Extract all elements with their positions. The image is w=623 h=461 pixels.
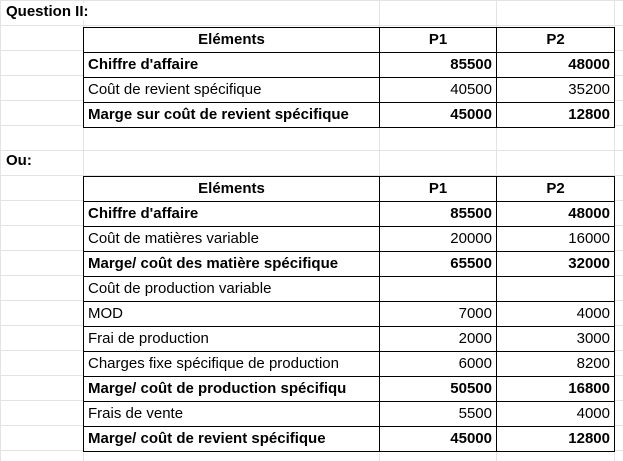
table-row [84,277,615,302]
row-label: Coût de matières variable [84,227,380,252]
cell-p2: 32000 [497,252,615,277]
question-title: Question II: [6,3,93,20]
row-label: Coût de production variable [84,277,380,302]
table-row [84,402,615,427]
cell-p2: 12800 [497,103,615,128]
table-row [84,53,615,78]
table-row [84,202,615,227]
cell-p2: 48000 [497,53,615,78]
column-header: Eléments [84,177,380,202]
row-label: Charges fixe spécifique de production [84,352,380,377]
table-row [84,352,615,377]
cell-p1: 45000 [380,103,497,128]
table-row [84,252,615,277]
row-label: Marge sur coût de revient spécifique [84,103,380,128]
header-row [84,28,615,53]
cell-p2: 35200 [497,78,615,103]
table-margin-summary [83,27,615,128]
table-row [84,327,615,352]
cell-p1: 65500 [380,252,497,277]
table-margin-detail [83,176,615,452]
cell-p2: 3000 [497,327,615,352]
row-label: Frai de production [84,327,380,352]
cell-p2: 4000 [497,402,615,427]
row-label: Marge/ coût de revient spécifique [84,427,380,452]
cell-p1: 85500 [380,53,497,78]
cell-p1: 85500 [380,202,497,227]
row-label: Frais de vente [84,402,380,427]
table-row [84,302,615,327]
column-header: Eléments [84,28,380,53]
cell-p1: 45000 [380,427,497,452]
cell-p1: 2000 [380,327,497,352]
cell-p2 [497,277,615,302]
table-row [84,427,615,452]
table-row [84,377,615,402]
column-header: P2 [497,28,615,53]
row-label: MOD [84,302,380,327]
table-row [84,227,615,252]
row-label: Coût de revient spécifique [84,78,380,103]
cell-p2: 48000 [497,202,615,227]
cell-p2: 4000 [497,302,615,327]
cell-p2: 16800 [497,377,615,402]
cell-p1: 50500 [380,377,497,402]
cell-p1: 5500 [380,402,497,427]
row-label: Chiffre d'affaire [84,202,380,227]
cell-p2: 8200 [497,352,615,377]
column-header: P1 [380,177,497,202]
or-title: Ou: [6,152,36,169]
cell-p2: 16000 [497,227,615,252]
table-row [84,103,615,128]
cell-p1 [380,277,497,302]
row-label: Marge/ coût des matière spécifique [84,252,380,277]
header-row [84,177,615,202]
column-header: P2 [497,177,615,202]
table-row [84,78,615,103]
cell-p1: 6000 [380,352,497,377]
row-label: Marge/ coût de production spécifiqu [84,377,380,402]
cell-p2: 12800 [497,427,615,452]
cell-p1: 20000 [380,227,497,252]
column-header: P1 [380,28,497,53]
cell-p1: 40500 [380,78,497,103]
cell-p1: 7000 [380,302,497,327]
row-label: Chiffre d'affaire [84,53,380,78]
